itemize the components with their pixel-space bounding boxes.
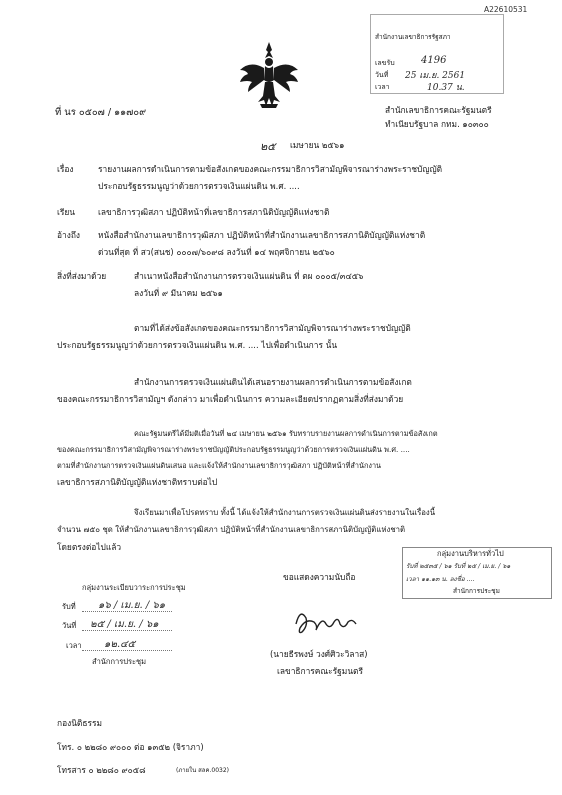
signatory-name: (นายธีรพงษ์ วงศ์ศิวะวิลาส): [270, 649, 368, 659]
received-no-label: เลขรับ: [375, 59, 395, 67]
reception-stamp-right: [402, 547, 552, 599]
body-p1-line-2: ประกอบรัฐธรรมนูญว่าด้วยการตรวจเงินแผ่นดิน พ.ศ. .... ไปเพื่อดำเนินการ นั้น: [57, 340, 338, 350]
enclosure-line-1: สำเนาหนังสือสำนักงานการตรวจเงินแผ่นดิน ที่ ตผ ๐๐๐๕/๓๔๕๖: [134, 271, 364, 281]
footer-department: กองนิติธรรม: [57, 718, 102, 728]
body-p3-line-2: ของคณะกรรมาธิการวิสามัญพิจารณาร่างพระราชบัญญัติประกอบรัฐธรรมนูญว่าด้วยการตรวจเงินแผ่นดิน พ.ศ. ....: [57, 445, 410, 454]
sender-office: สำนักเลขาธิการคณะรัฐมนตรี: [385, 105, 492, 115]
stamp-right-title: กลุ่มงานบริหารทั่วไป: [437, 549, 504, 558]
footer-telephone: โทร. ๐ ๒๒๘๐ ๙๐๐๐ ต่อ ๑๓๕๒ (จิราภา): [57, 742, 204, 752]
signature: [292, 604, 358, 638]
footer-fax-note: (ภายใน สลค.0032): [176, 767, 229, 774]
body-p3-line-3: ตามที่สำนักงานการตรวจเงินแผ่นดินเสนอ และแจ้งให้สำนักงานเลขาธิการวุฒิสภา ปฏิบัติหน้าที่สำนักงาน: [57, 461, 382, 470]
reference-number: ที่ นร ๐๕๐๗ / ๑๑๗๐๙: [55, 107, 147, 118]
subject-line-2: ประกอบรัฐธรรมนูญว่าด้วยการตรวจเงินแผ่นดิน พ.ศ. ....: [98, 181, 300, 191]
recipient: เลขาธิการวุฒิสภา ปฏิบัติหน้าที่เลขาธิการสภานิติบัญญัติแห่งชาติ: [98, 207, 330, 217]
body-p4-line-1: จึงเรียนมาเพื่อโปรดทราบ ทั้งนี้ ได้แจ้งให้สำนักงานการตรวจเงินแผ่นดินส่งรายงานในเรื่องนี้: [134, 508, 436, 517]
stamp-left-received-value: ๑๖ / เม.ย. / ๖๑: [98, 600, 166, 611]
stamp-left-time-label: เวลา: [66, 641, 82, 650]
received-time: 10.37 น.: [427, 83, 465, 93]
stamp-left-received-label: รับที่: [62, 602, 76, 611]
sender-address: ทำเนียบรัฐบาล กทม. ๑๐๓๐๐: [385, 119, 489, 129]
footer-fax: โทรสาร ๐ ๒๒๘๐ ๙๐๕๘: [57, 765, 146, 775]
enclosure-label: สิ่งที่ส่งมาด้วย: [57, 271, 107, 281]
stamp-right-received: รับที่ ๒๕๓๕ / ๖๑ รับที่ ๒๕ / เม.ย. / ๖๑: [406, 563, 511, 570]
stamp-right-office: สำนักการประชุม: [453, 587, 500, 595]
body-p4-line-2: จำนวน ๗๕๐ ชุด ให้สำนักงานเลขาธิการวุฒิสภา ปฏิบัติหน้าที่สำนักงานเลขาธิการสภานิติบัญญัติแห่งชาติ: [57, 525, 406, 534]
body-p2-line-1: สำนักงานการตรวจเงินแผ่นดินได้เสนอรายงานผลการดำเนินการตามข้อสังเกต: [134, 377, 412, 387]
stamp-left-date-label: วันที่: [62, 621, 77, 630]
enclosure-line-2: ลงวันที่ ๙ มีนาคม ๒๕๖๑: [134, 288, 223, 298]
reference-label: อ้างถึง: [57, 230, 80, 240]
time-label: เวลา: [375, 83, 390, 91]
stamp-left-line-1: [82, 611, 172, 612]
stamp-left-line-2: [82, 630, 172, 631]
stamp-right-time: เวลา ๑๑.๑๓ น. ลงชื่อ ....: [406, 576, 475, 583]
subject-label: เรื่อง: [57, 164, 74, 174]
received-date: 25 เม.ย. 2561: [405, 71, 466, 81]
stamp-left-title: กลุ่มงานระเบียบวาระการประชุม: [82, 583, 186, 592]
recipient-label: เรียน: [57, 207, 75, 217]
received-no: 4196: [421, 55, 447, 66]
stamp-left-line-3: [82, 650, 172, 651]
stamp-left-time-value: ๑๒.๔๕: [104, 639, 136, 650]
reference-line-1: หนังสือสำนักงานเลขาธิการวุฒิสภา ปฏิบัติหน้าที่สำนักงานเลขาธิการสภานิติบัญญัติแห่งชาติ: [98, 230, 426, 240]
stamp-left-office: สำนักการประชุม: [92, 657, 147, 666]
date-day: ๒๕: [260, 140, 276, 153]
reception-stamp-top: [370, 14, 504, 94]
stamp-left-date-value: ๒๕ / เม.ย. / ๖๑: [90, 619, 159, 630]
body-p1-line-1: ตามที่ได้ส่งข้อสังเกตของคณะกรรมาธิการวิสามัญพิจารณาร่างพระราชบัญญัติ: [134, 323, 411, 333]
closing: ขอแสดงความนับถือ: [283, 572, 356, 582]
garuda-emblem-icon: [236, 40, 302, 112]
body-p3-line-1: คณะรัฐมนตรีได้มีมติเมื่อวันที่ ๒๔ เมษายน ๒๕๖๑ รับทราบรายงานผลการดำเนินการตามข้อสังเกต: [134, 429, 438, 438]
body-p4-line-3: โดยตรงต่อไปแล้ว: [57, 542, 122, 552]
reference-line-2: ด่วนที่สุด ที่ สว(สนช) ๐๐๐๗/๖๐๙๘ ลงวันที่ ๑๔ พฤศจิกายน ๒๕๖๐: [98, 247, 335, 257]
subject-line-1: รายงานผลการดำเนินการตามข้อสังเกตของคณะกรรมาธิการวิสามัญพิจารณาร่างพระราชบัญญัติ: [98, 164, 443, 174]
body-p2-line-2: ของคณะกรรมาธิการวิสามัญฯ ดังกล่าว มาเพื่อดำเนินการ ความละเอียดปรากฏตามสิ่งที่ส่งมาด้วย: [57, 394, 404, 404]
stamp-office: สำนักงานเลขาธิการรัฐสภา: [375, 33, 451, 41]
body-p3-line-4: เลขาธิการสภานิติบัญญัติแห่งชาติทราบต่อไป: [57, 477, 218, 487]
date-label: วันที่: [375, 71, 389, 79]
serial-number: A22610531: [484, 5, 528, 14]
signatory-title: เลขาธิการคณะรัฐมนตรี: [277, 666, 363, 676]
date-month-year: เมษายน ๒๕๖๑: [290, 140, 345, 150]
